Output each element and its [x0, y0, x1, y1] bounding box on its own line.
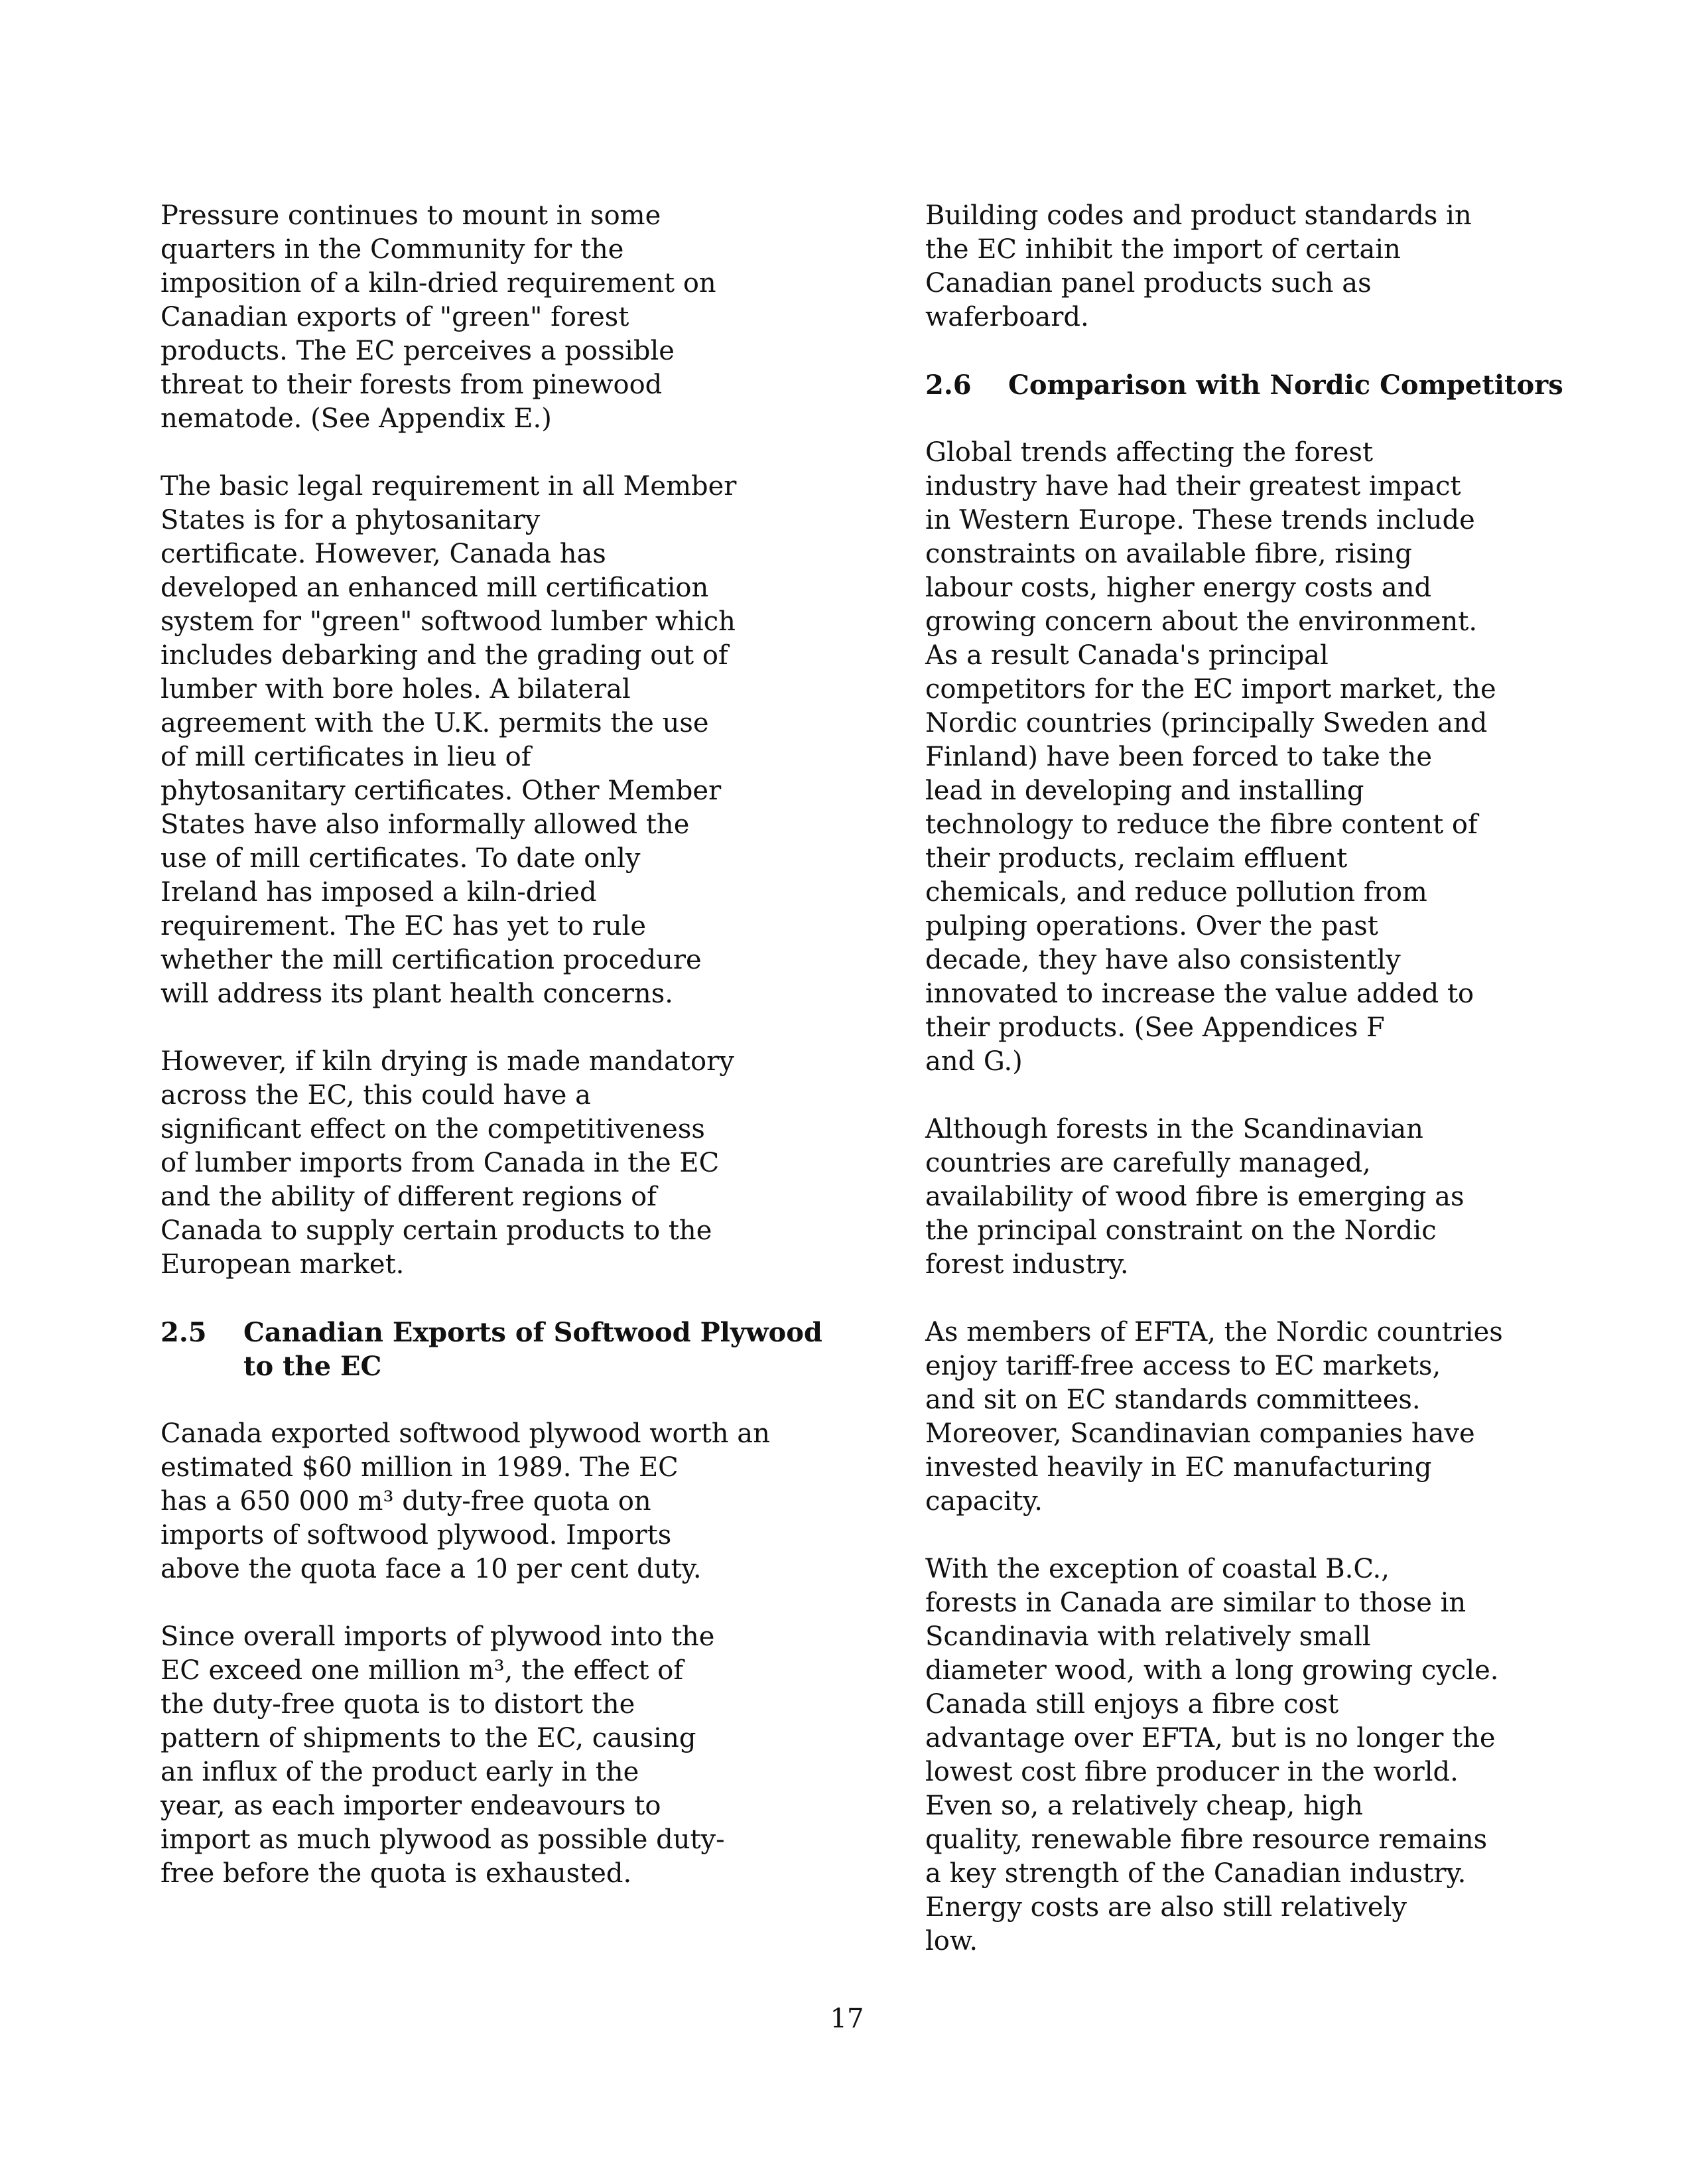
- right-column: [925, 199, 1628, 1992]
- section-title: Comparison with Nordic Competitors: [1008, 370, 1563, 401]
- paragraph-phytosanitary-requirement: The basic legal requirement in all Member States is for a phytosanitary certificate. However, Canada has developed an enhanced mill certification system for "green" softwood lumber which includes debarking and the grading out of lumber with bore holes. A bilateral agreement with the U.K. permits the use of mill certificates in lieu of phytosanitary certificates. Other Member States have also informally allowed the use of mill certificates. To date only Ireland has imposed a kiln-dried requirement. The EC has yet to rule whether the mill certification procedure will address its plant health concerns.: [161, 471, 737, 1009]
- section-title: Canadian Exports of Softwood Plywood to the EC: [243, 1317, 822, 1382]
- paragraph-building-codes: Building codes and product standards in the EC inhibit the import of certain Canadian panel products such as waferboard.: [925, 200, 1472, 332]
- paragraph-plywood-exports: Canada exported softwood plywood worth an estimated $60 million in 1989. The EC has a 650 000 m³ duty-free quota on imports of softwood plywood. Imports above the quota face a 10 per cent duty.: [161, 1418, 770, 1584]
- page-number: 17: [830, 2004, 864, 2034]
- paragraph-efta-members: As members of EFTA, the Nordic countries enjoy tariff-free access to EC markets, and sit on EC standards committees. Moreover, Scandinavian companies have invested heavily in EC manufacturing capacity.: [925, 1317, 1503, 1517]
- section-number: 2.6: [925, 370, 972, 401]
- paragraph-plywood-quota-effect: Since overall imports of plywood into the EC exceed one million m³, the effect of the duty-free quota is to distort the pattern of shipments to the EC, causing an influx of the product early in the year, as each importer endeavours to import as much plywood as possible duty- free before the quota is exhausted.: [161, 1621, 725, 1889]
- section-number: 2.5: [161, 1317, 207, 1348]
- paragraph-global-trends: Global trends affecting the forest industry have had their greatest impact in Western Europe. These trends include constraints on available fibre, rising labour costs, higher energy costs and growing concern about the environment. As a result Canada's principal competitors for the EC import market, the Nordic countries (principally Sweden and Finland) have been forced to take the lead in developing and installing technology to reduce the fibre content of their products, reclaim effluent chemicals, and reduce pollution from pulping operations. Over the past decade, they have also consistently innovated to increase the value added to their products. (See Appendices F and G.): [925, 437, 1496, 1077]
- left-column: [161, 199, 877, 1925]
- paragraph-kiln-dried-pressure: Pressure continues to mount in some quarters in the Community for the imposition of a kiln-dried requirement on Canadian exports of "green" forest products. The EC perceives a possible threat to their forests from pinewood nematode. (See Appendix E.): [161, 200, 716, 434]
- paragraph-scandinavian-forests: Although forests in the Scandinavian countries are carefully managed, availability of wood fibre is emerging as the principal constraint on the Nordic forest industry.: [925, 1114, 1465, 1280]
- section-heading-2-6: [925, 368, 1628, 402]
- section-heading-2-5: [161, 1316, 877, 1383]
- paragraph-canadian-forests: With the exception of coastal B.C., forests in Canada are similar to those in Scandinavia with relatively small diameter wood, with a long growing cycle. Canada still enjoys a fibre cost advantage over EFTA, but is no longer the lowest cost fibre producer in the world. Even so, a relatively cheap, high quality, renewable fibre resource remains a key strength of the Canadian industry. Energy costs are also still relatively low.: [925, 1554, 1499, 1956]
- paragraph-kiln-drying-effect: However, if kiln drying is made mandatory across the EC, this could have a significant effect on the competitiveness of lumber imports from Canada in the EC and the ability of different regions of Canada to supply certain products to the European market.: [161, 1046, 734, 1280]
